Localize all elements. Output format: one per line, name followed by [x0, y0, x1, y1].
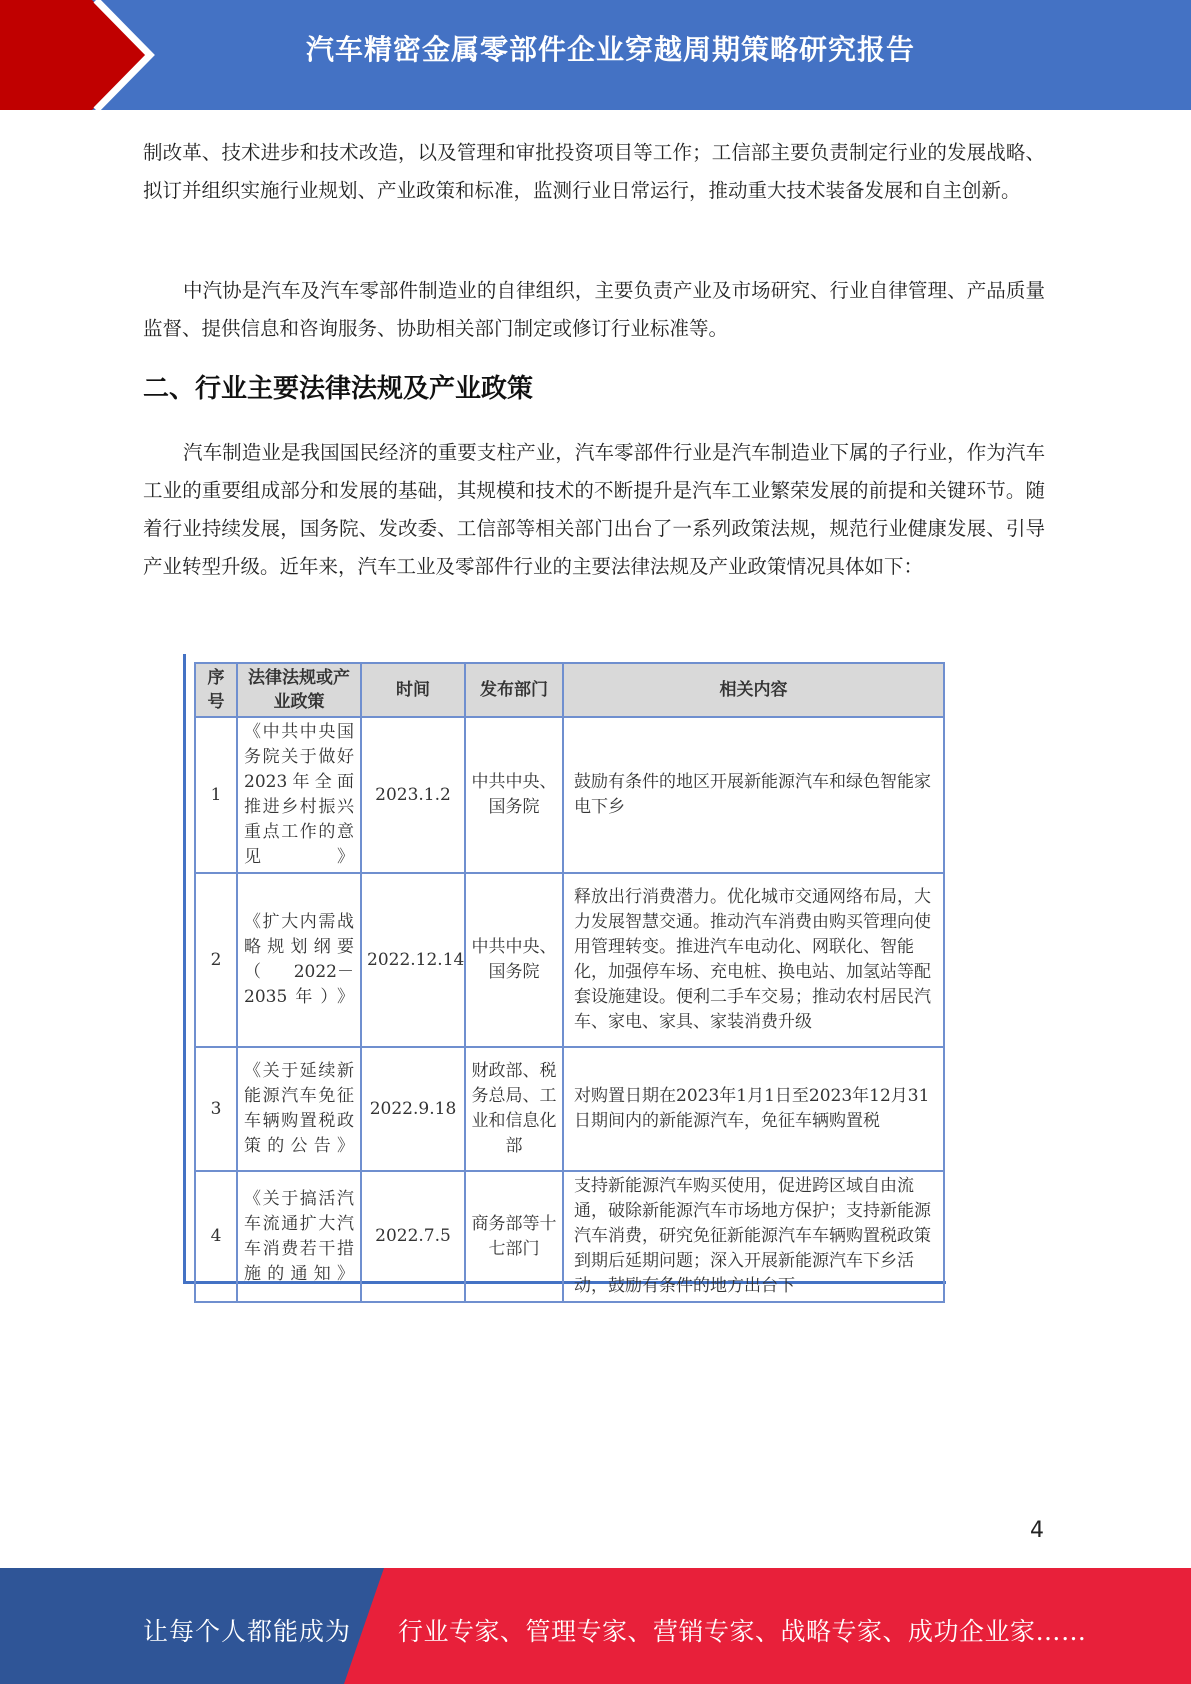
- cell-policy: 《扩大内需战略规划纲要（2022－2035年）》: [237, 873, 361, 1047]
- table-row: [195, 717, 944, 873]
- cell-department: 中共中央、国务院: [465, 717, 563, 873]
- section-heading: 二、行业主要法律法规及产业政策: [143, 374, 534, 404]
- cell-department: 财政部、税务总局、工业和信息化部: [465, 1047, 563, 1171]
- cell-content: 支持新能源汽车购买使用，促进跨区域自由流通，破除新能源汽车市场地方保护；支持新能源汽车消费，研究免征新能源汽车车辆购置税政策到期后延期问题；深入开展新能源汽车下乡活动，鼓励有条件的地方出台下: [563, 1171, 944, 1302]
- cell-date: 2023.1.2: [361, 717, 465, 873]
- paragraph-regulators: 制改革、技术进步和技术改造，以及管理和审批投资项目等工作；工信部主要负责制定行业的发展战略、拟订并组织实施行业规划、产业政策和标准，监测行业日常运行，推动重大技术装备发展和自主创新。: [143, 141, 1045, 202]
- cell-no: 2: [195, 873, 237, 1047]
- cell-content: 鼓励有条件的地区开展新能源汽车和绿色智能家电下乡: [563, 717, 944, 873]
- policy-table: [194, 662, 945, 1303]
- report-title: 汽车精密金属零部件企业穿越周期策略研究报告: [305, 33, 915, 66]
- table-header-row: [195, 663, 944, 717]
- footer-slogan-right: 行业专家、管理专家、营销专家、战略专家、成功企业家……: [398, 1617, 1087, 1646]
- table-row: [195, 873, 944, 1047]
- cell-no: 3: [195, 1047, 237, 1171]
- cell-date: 2022.7.5: [361, 1171, 465, 1302]
- page-footer: [0, 1568, 1191, 1684]
- cell-no: 1: [195, 717, 237, 873]
- header-date: 时间: [361, 663, 465, 717]
- cell-department: 商务部等十七部门: [465, 1171, 563, 1302]
- footer-slogan-left: 让每个人都能成为: [143, 1617, 352, 1646]
- cell-policy: 《关于延续新能源汽车免征车辆购置税政策的公告》: [237, 1047, 361, 1171]
- cell-no: 4: [195, 1171, 237, 1302]
- cell-date: 2022.12.14: [361, 873, 465, 1047]
- header-content: 相关内容: [563, 663, 944, 717]
- paragraph-caam: 中汽协是汽车及汽车零部件制造业的自律组织，主要负责产业及市场研究、行业自律管理、产品质量监督、提供信息和咨询服务、协助相关部门制定或修订行业标准等。: [143, 279, 1045, 340]
- page-number: 4: [1030, 1518, 1044, 1543]
- cell-content: 释放出行消费潜力。优化城市交通网络布局，大力发展智慧交通。推动汽车消费由购买管理向使用管理转变。推进汽车电动化、网联化、智能化，加强停车场、充电桩、换电站、加氢站等配套设施建设。便利二手车交易；推动农村居民汽车、家电、家具、家装消费升级: [563, 873, 944, 1047]
- cell-content: 对购置日期在2023年1月1日至2023年12月31日期间内的新能源汽车，免征车辆购置税: [563, 1047, 944, 1171]
- table-row: [195, 1171, 944, 1302]
- cell-policy: 《中共中央国务院关于做好2023年全面推进乡村振兴重点工作的意见》: [237, 717, 361, 873]
- policy-table-frame: [183, 654, 946, 1296]
- header-no: 序号: [195, 663, 237, 717]
- cell-date: 2022.9.18: [361, 1047, 465, 1171]
- table-row: [195, 1047, 944, 1171]
- header-department: 发布部门: [465, 663, 563, 717]
- cell-department: 中共中央、国务院: [465, 873, 563, 1047]
- cell-policy: 《关于搞活汽车流通扩大汽车消费若干措施的通知》: [237, 1171, 361, 1302]
- header-policy: 法律法规或产业政策: [237, 663, 361, 717]
- page-header: [0, 0, 1191, 110]
- paragraph-industry-intro: 汽车制造业是我国国民经济的重要支柱产业，汽车零部件行业是汽车制造业下属的子行业，作为汽车工业的重要组成部分和发展的基础，其规模和技术的不断提升是汽车工业繁荣发展的前提和关键环节。随着行业持续发展，国务院、发改委、工信部等相关部门出台了一系列政策法规，规范行业健康发展、引导产业转型升级。近年来，汽车工业及零部件行业的主要法律法规及产业政策情况具体如下：: [143, 441, 1045, 578]
